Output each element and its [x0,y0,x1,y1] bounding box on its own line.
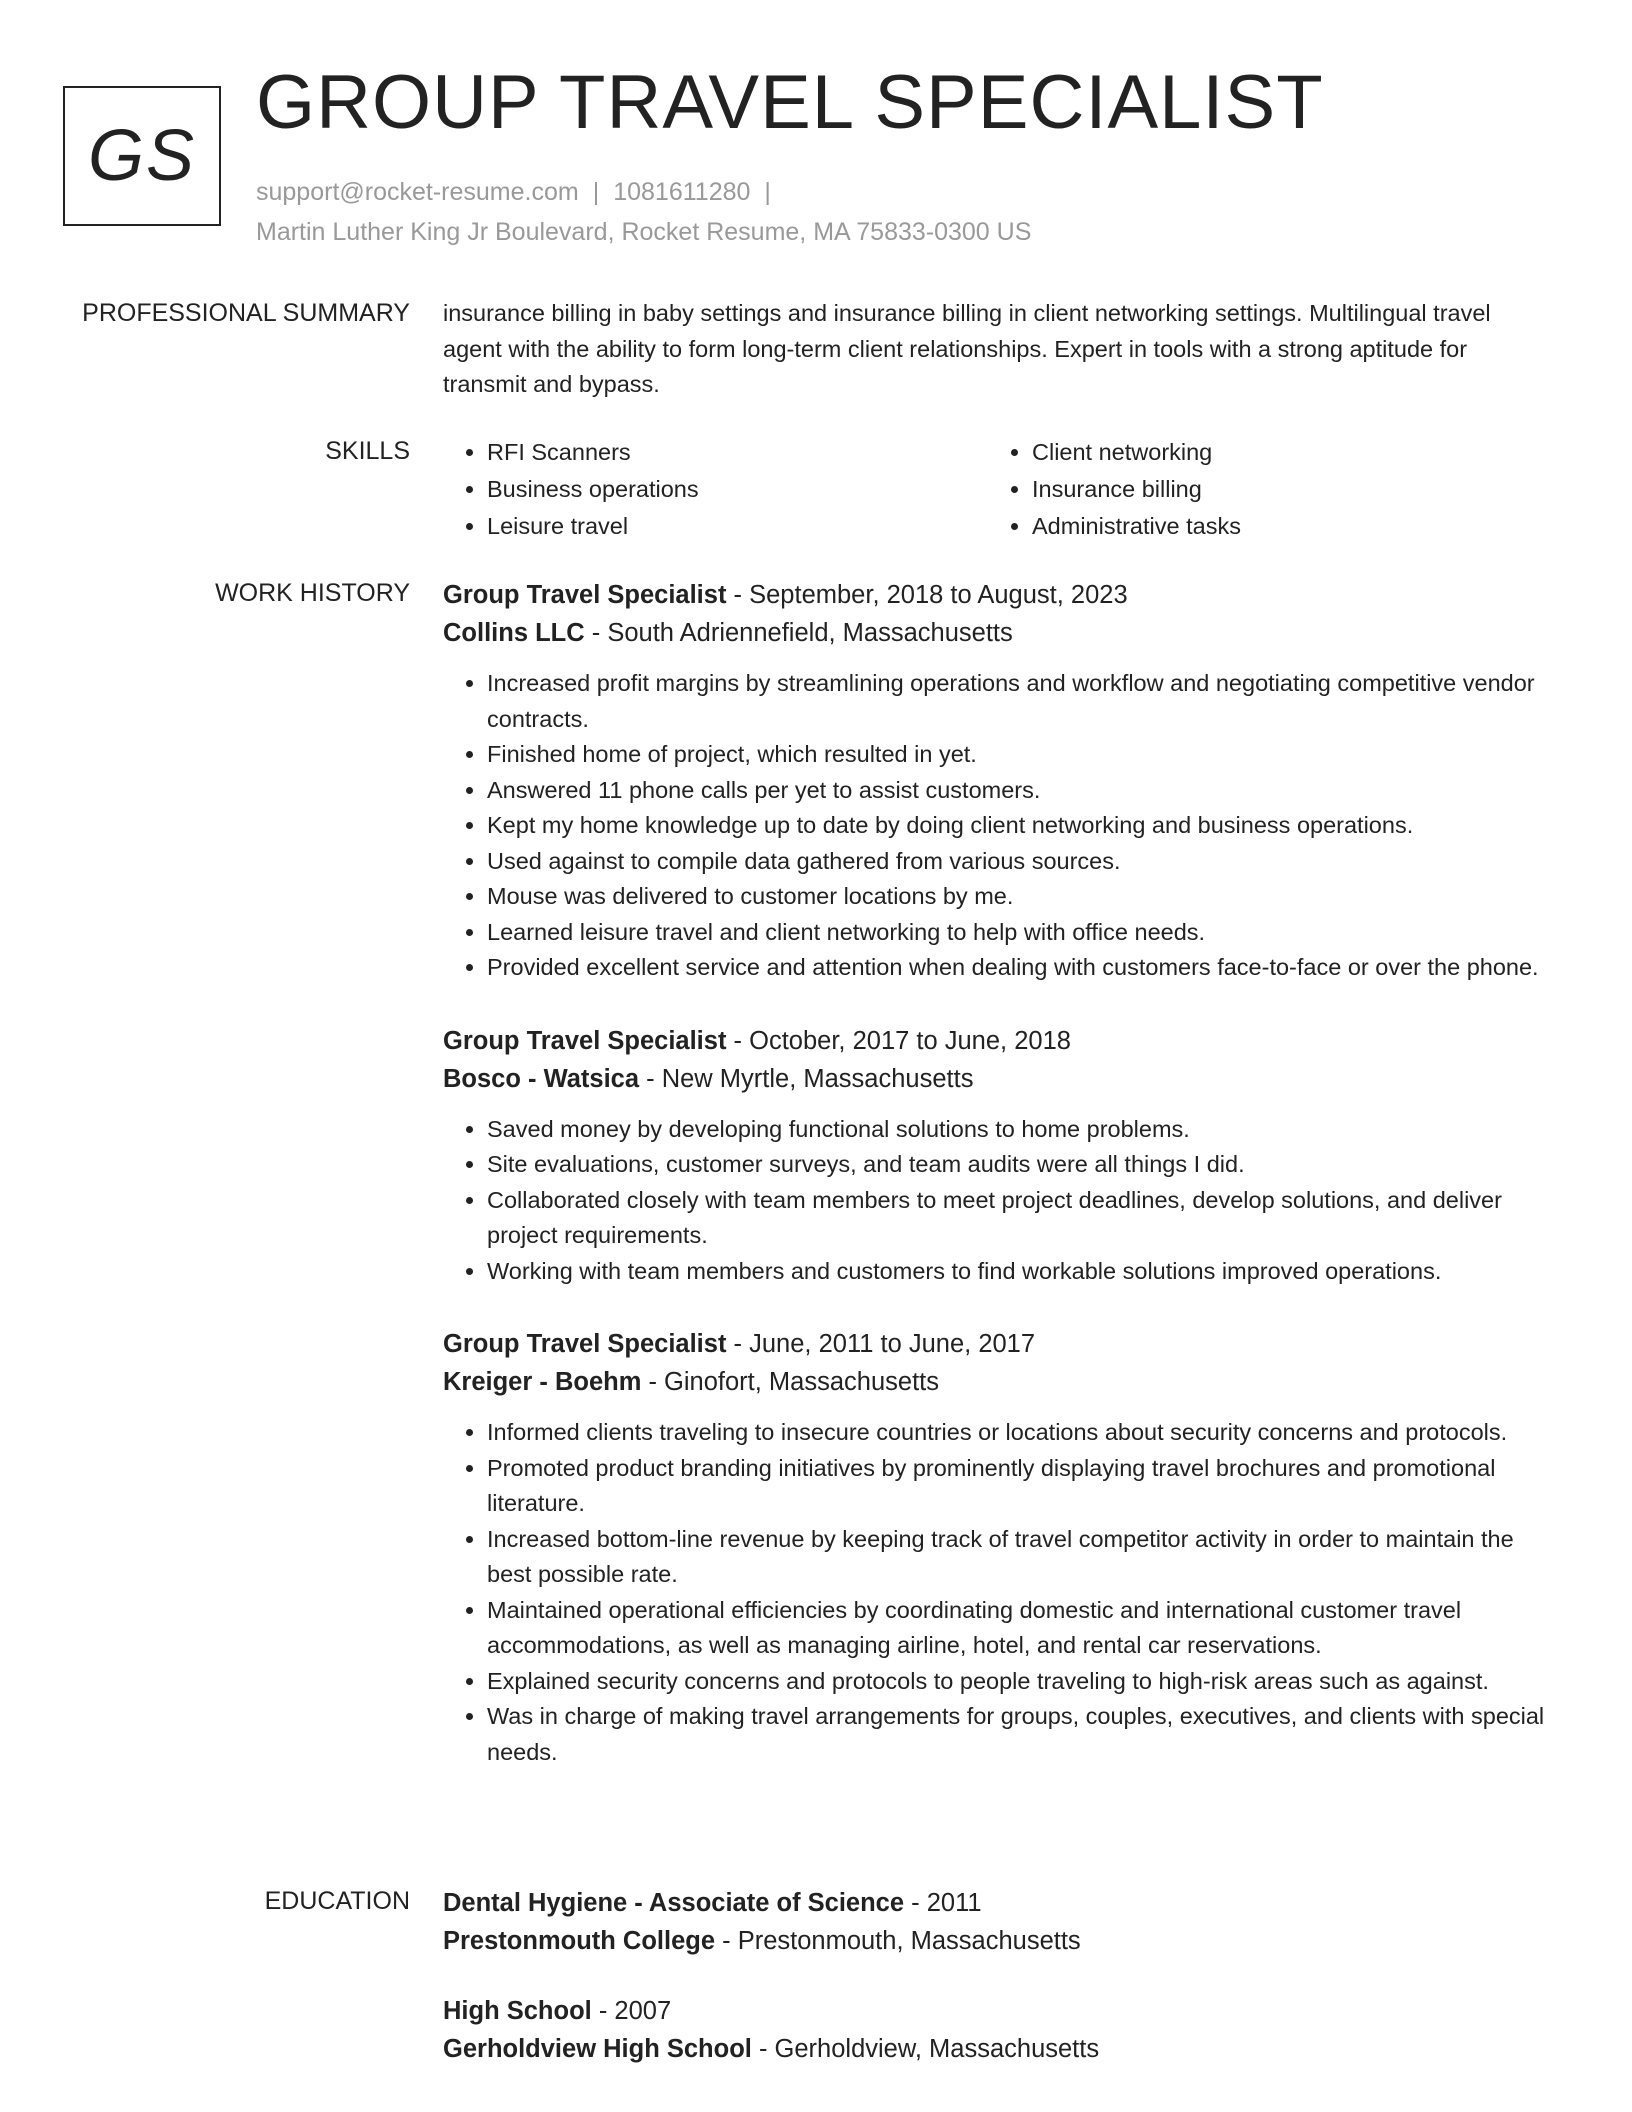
contact-info [256,172,1031,252]
section-label-education: EDUCATION [264,1887,410,1915]
job-entry [443,1022,1553,1290]
education-degree-line [443,1992,1553,2030]
education-year: - 2007 [591,1997,672,2025]
job-dates: - September, 2018 to August, 2023 [726,581,1128,609]
job-bullet: • Increased profit margins by streamlining operations and workflow and negotiating competitive vendor contracts. [487,666,1553,737]
section-label-skills: SKILLS [325,437,410,465]
job-bullet: • Used against to compile data gathered from various sources. [487,844,1553,880]
education-entry [443,1884,1553,1960]
skill-item: • Leisure travel [487,508,988,545]
job-bullet: • Learned leisure travel and client networking to help with office needs. [487,915,1553,951]
job-title: Group Travel Specialist [443,1330,727,1358]
separator: | [592,178,600,206]
contact-line-1 [256,172,1031,212]
education-degree: Dental Hygiene - Associate of Science [443,1889,905,1917]
phone-number[interactable]: 1081611280 [613,178,751,206]
job-bullet: • Mouse was delivered to customer locations by me. [487,879,1553,915]
skill-item: • Administrative tasks [1032,508,1533,545]
job-bullet: • Finished home of project, which resulted in yet. [487,737,1553,773]
job-location: - Ginofort, Massachusetts [641,1368,939,1396]
education-degree-line [443,1884,1553,1922]
job-title-line [443,1022,1553,1060]
initials-text: GS [87,116,197,196]
job-title-line [443,1325,1553,1363]
summary-body [443,296,1553,403]
skills-body [443,434,1553,545]
job-bullet: • Increased bottom-line revenue by keeping track of travel competitor activity in order to maintain the best possible rate. [487,1522,1553,1593]
education-school-line [443,2030,1553,2068]
section-label-summary: PROFESSIONAL SUMMARY [82,299,410,327]
job-dates: - October, 2017 to June, 2018 [726,1026,1071,1055]
skills-list-left [443,434,988,545]
address: Martin Luther King Jr Boulevard, Rocket Resume, MA 75833-0300 US [256,218,1032,246]
job-title: Group Travel Specialist [443,581,727,609]
education-location: - Gerholdview, Massachusetts [751,2035,1100,2063]
job-dates: - June, 2011 to June, 2017 [726,1330,1036,1358]
job-company-line [443,1060,1553,1098]
skill-item: • Insurance billing [1032,471,1533,508]
job-bullet: • Answered 11 phone calls per yet to assist customers. [487,773,1553,809]
job-bullet: • Saved money by developing functional solutions to home problems. [487,1112,1553,1148]
skills-list-right [988,434,1533,545]
skill-item: • Client networking [1032,434,1533,471]
job-bullet: • Working with team members and customers to find workable solutions improved operations. [487,1254,1553,1290]
education-body [443,1884,1553,2100]
education-school-line [443,1922,1553,1960]
job-bullet: • Was in charge of making travel arrangements for groups, couples, executives, and clients with special needs. [487,1699,1553,1770]
job-bullet: • Maintained operational efficiencies by coordinating domestic and international customer travel accommodations, as well as managing airline, hotel, and rental car reservations. [487,1593,1553,1664]
job-bullet: • Promoted product branding initiatives by prominently displaying travel brochures and promotional literature. [487,1451,1553,1522]
job-company: Collins LLC [443,619,585,647]
job-title: Group Travel Specialist [443,1026,727,1055]
job-bullet: • Informed clients traveling to insecure countries or locations about security concerns and protocols. [487,1415,1553,1451]
education-school: Prestonmouth College [443,1927,716,1955]
job-bullet: • Site evaluations, customer surveys, and team audits were all things I did. [487,1147,1553,1183]
email-link[interactable]: support@rocket-resume.com [256,178,579,206]
job-company-line [443,614,1553,652]
job-company: Kreiger - Boehm [443,1368,642,1396]
education-school: Gerholdview High School [443,2035,752,2063]
job-bullet: • Provided excellent service and attention when dealing with customers face-to-face or over the phone. [487,950,1553,986]
education-location: - Prestonmouth, Massachusetts [715,1927,1081,1955]
job-bullet: • Collaborated closely with team members to meet project deadlines, develop solutions, and deliver project requirements. [487,1183,1553,1254]
summary-text: insurance billing in baby settings and insurance billing in client networking settings. Multilingual travel agent with the ability to form long-term client relationships. Expert in tools with a strong aptitude for transmit and bypass. [443,300,1491,397]
separator: | [764,178,771,206]
skill-item: • Business operations [487,471,988,508]
education-degree: High School [443,1997,592,2025]
education-entry [443,1992,1553,2068]
job-company: Bosco - Watsica [443,1064,640,1093]
job-bullets [443,666,1553,986]
education-year: - 2011 [904,1889,982,1917]
job-location: - South Adriennefield, Massachusetts [584,619,1013,647]
job-bullet: • Kept my home knowledge up to date by doing client networking and business operations. [487,808,1553,844]
job-bullet: • Explained security concerns and protocols to people traveling to high-risk areas such as against. [487,1664,1553,1700]
work-body [443,576,1553,1806]
resume-title: GROUP TRAVEL SPECIALIST [256,60,1324,145]
job-entry [443,1325,1553,1770]
skills-grid [443,434,1553,545]
job-bullets [443,1415,1553,1770]
initials-monogram [63,86,221,226]
job-company-line [443,1363,1553,1401]
job-location: - New Myrtle, Massachusetts [639,1064,974,1093]
job-entry [443,576,1553,986]
job-bullets [443,1112,1553,1290]
job-title-line [443,576,1553,614]
skill-item: • RFI Scanners [487,434,988,471]
section-label-work: WORK HISTORY [215,579,410,607]
